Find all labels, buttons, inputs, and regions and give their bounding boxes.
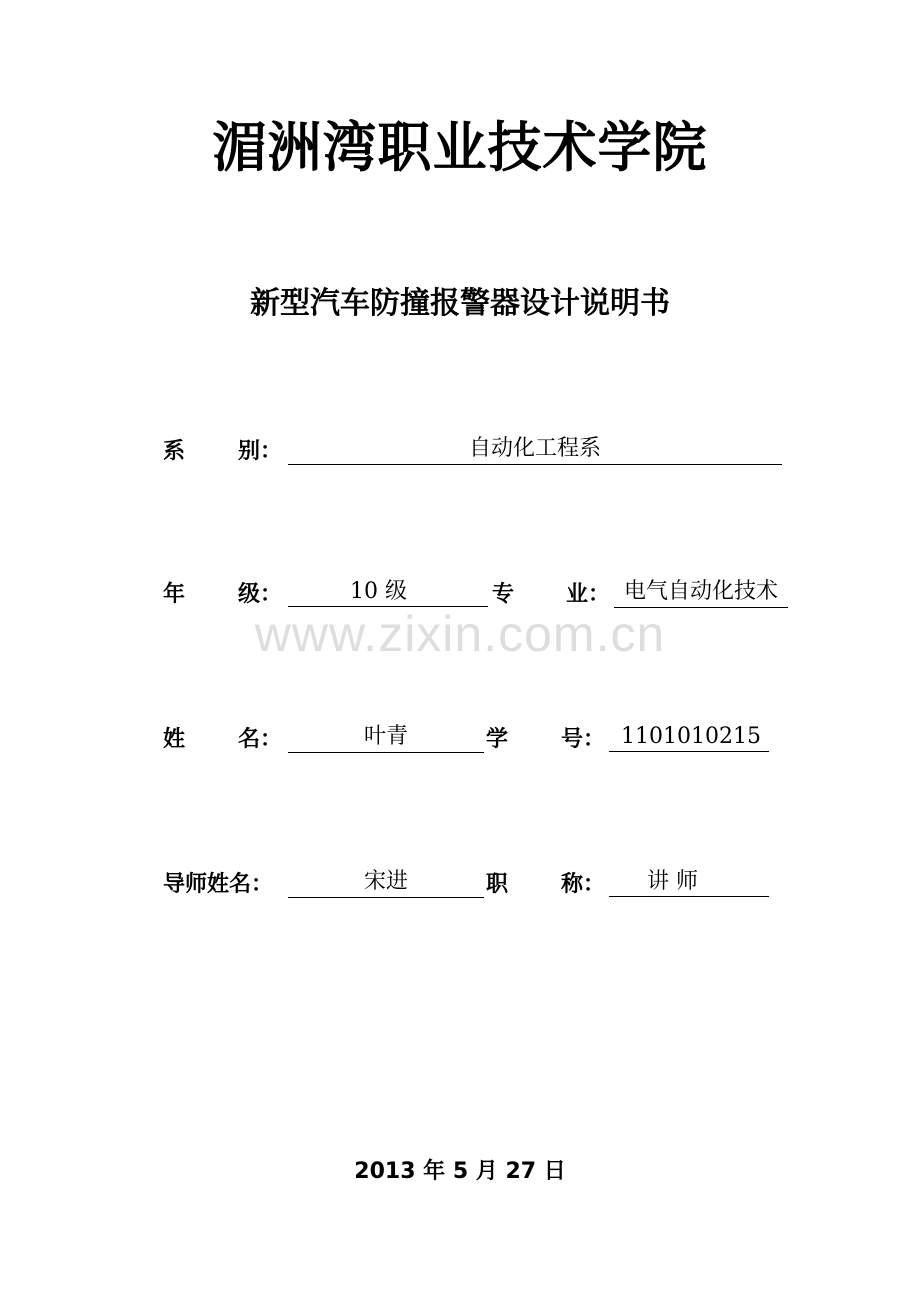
school-name: 湄洲湾职业技术学院 <box>212 116 708 179</box>
watermark-text: www.zixin.com.cn <box>254 606 666 662</box>
department-label-first: 系 <box>163 439 186 464</box>
major-label-first: 专 <box>492 582 515 607</box>
grade-label-second: 级： <box>238 582 283 607</box>
major-label-second: 业： <box>566 582 611 607</box>
grade-label-first: 年 <box>163 582 186 607</box>
advisor-label: 导师姓名： <box>163 872 274 897</box>
major-field: 电气自动化技术 <box>614 577 788 608</box>
name-label-first: 姓 <box>163 727 186 752</box>
document-date: 2013 年 5 月 27 日 <box>354 1159 566 1184</box>
title-field: 讲 师 <box>609 867 769 897</box>
student-id-field: 1101010215 <box>609 722 769 752</box>
department-field: 自动化工程系 <box>288 434 782 465</box>
department-label-second: 别： <box>238 439 283 464</box>
student-id-label-second: 号： <box>561 727 606 752</box>
name-field: 叶青 <box>288 722 484 753</box>
title-label-second: 称： <box>561 872 606 897</box>
title-label-first: 职 <box>486 872 509 897</box>
advisor-field: 宋进 <box>288 867 484 898</box>
name-label-second: 名： <box>238 727 283 752</box>
grade-field: 10 级 <box>288 577 488 607</box>
student-id-label-first: 学 <box>486 727 509 752</box>
document-title: 新型汽车防撞报警器设计说明书 <box>250 286 670 321</box>
